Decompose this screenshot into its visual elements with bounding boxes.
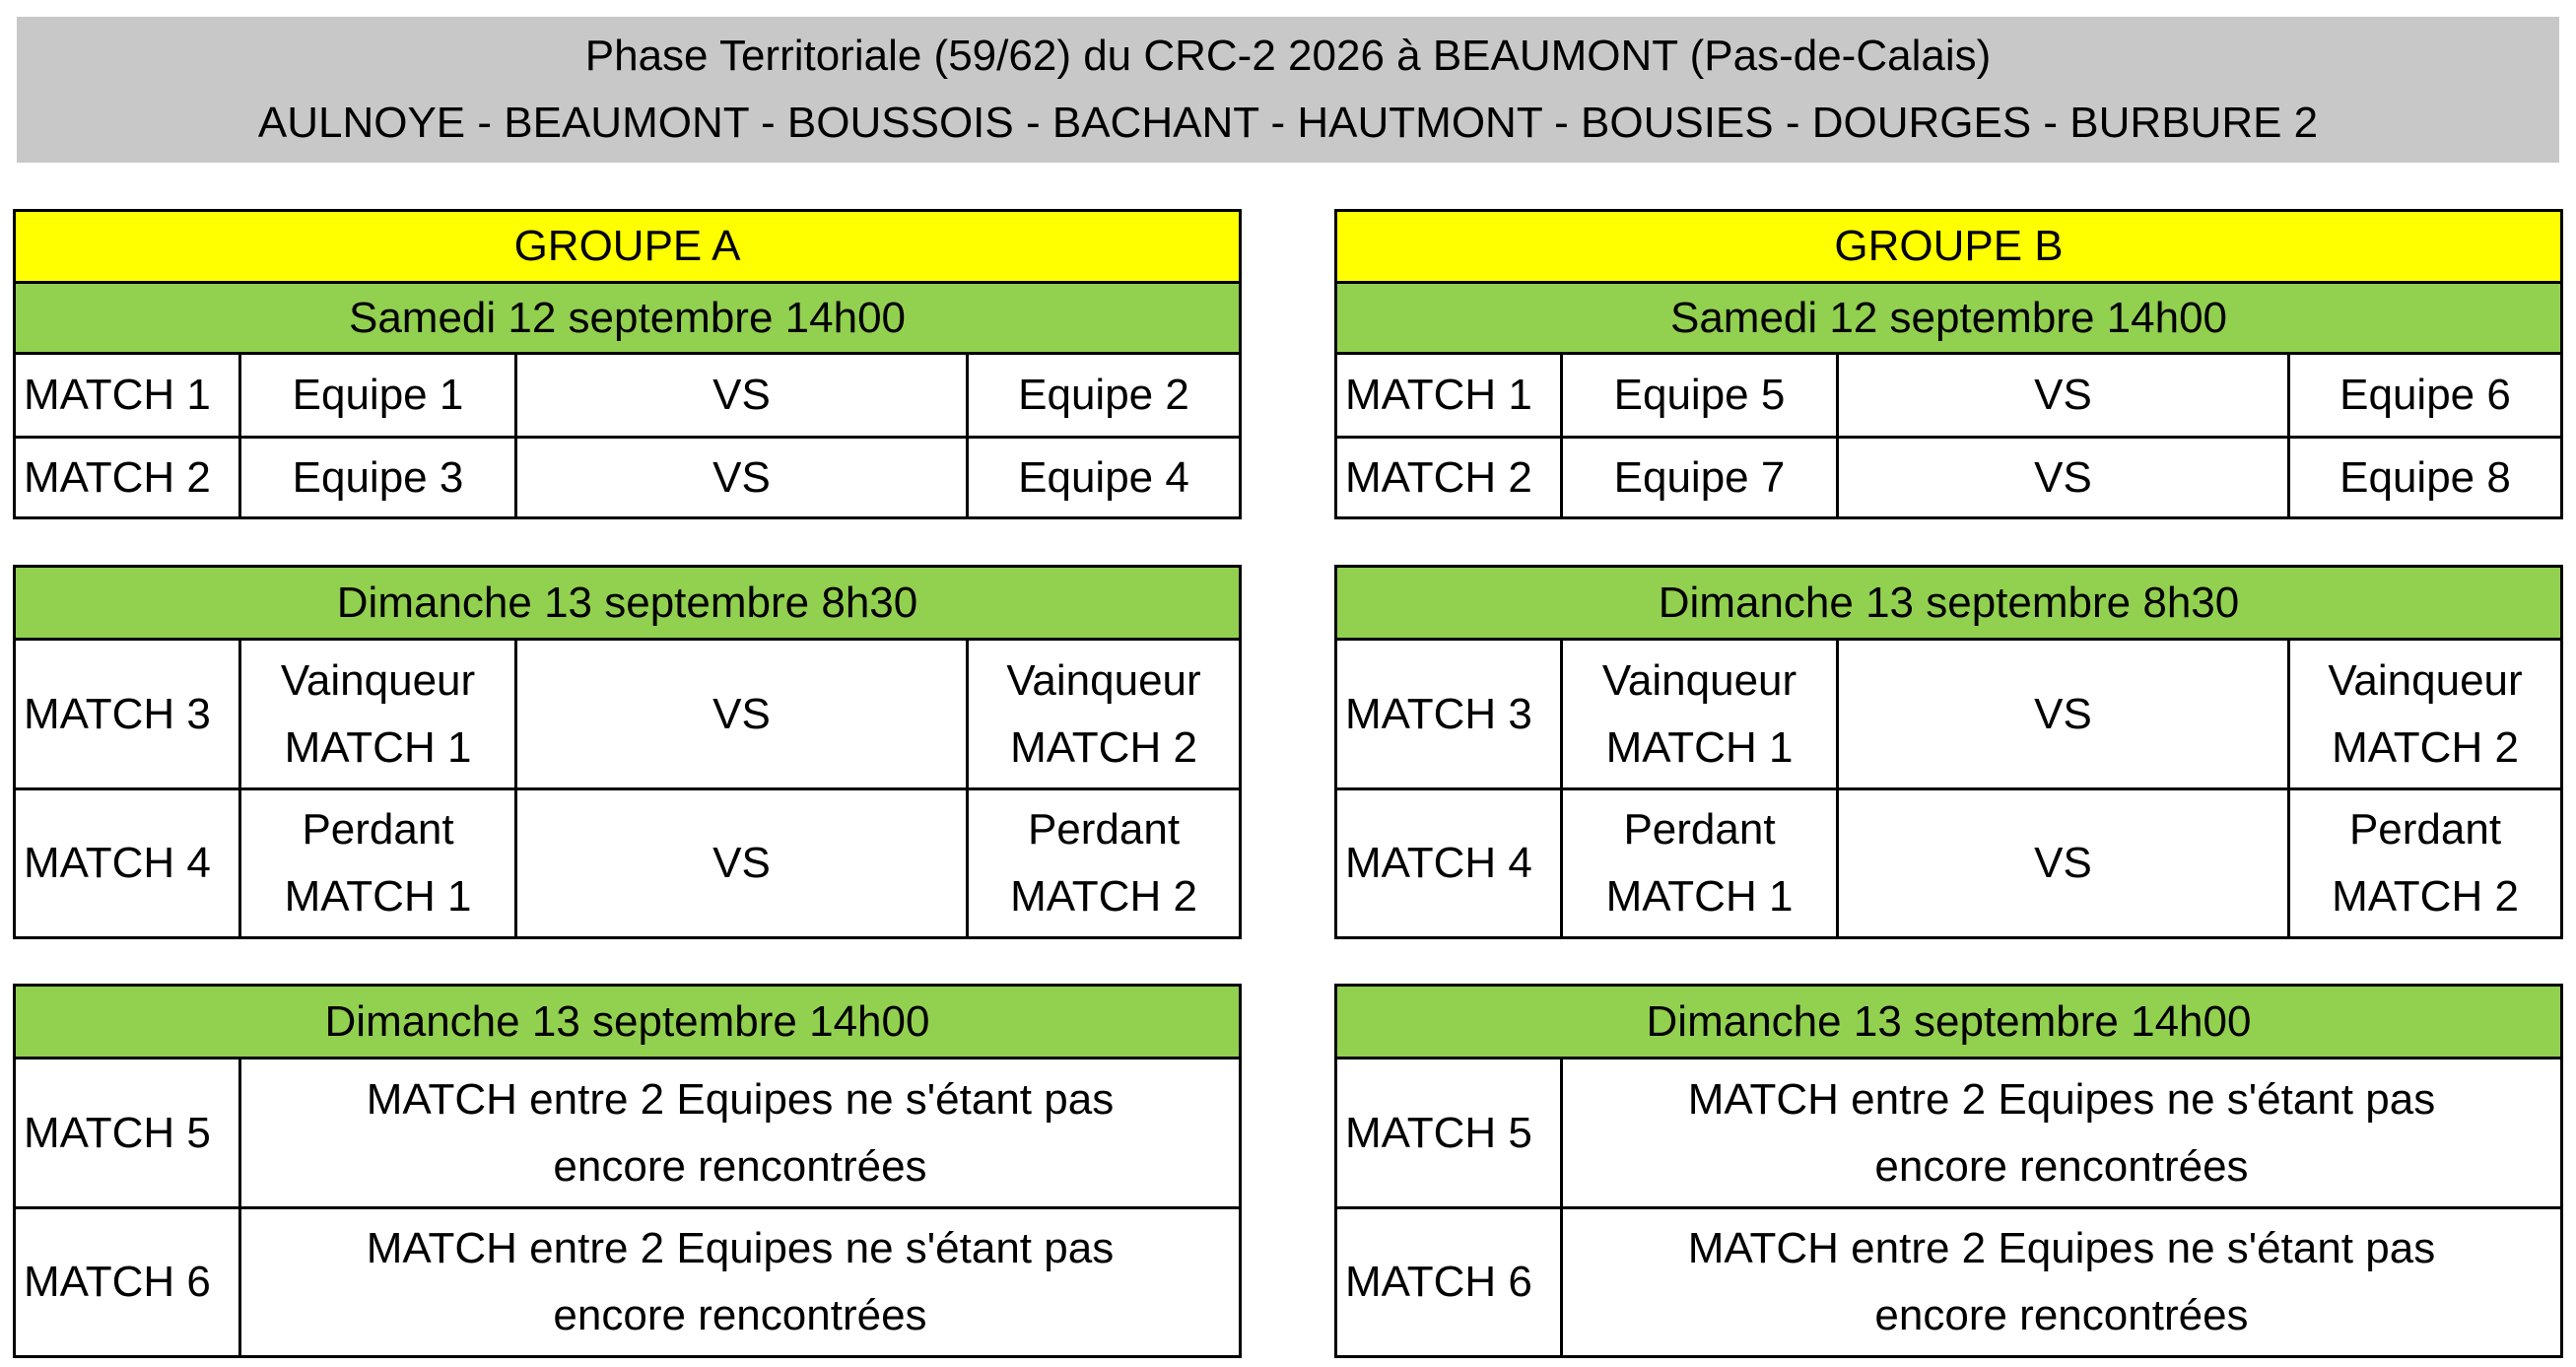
- table-row: [16, 1206, 1239, 1355]
- table-row: [16, 787, 1239, 936]
- team-away: Vainqueur MATCH 2: [966, 641, 1239, 787]
- match-label: MATCH 6: [1345, 1258, 1532, 1306]
- match-label: MATCH 2: [1345, 452, 1532, 502]
- group-b-saturday-table: [1334, 209, 2563, 519]
- team-home: Perdant MATCH 1: [238, 790, 514, 936]
- match-label: MATCH 4: [1345, 839, 1532, 887]
- table-row: [16, 436, 1239, 516]
- table-row: [16, 1057, 1239, 1206]
- table-row: [1337, 436, 2560, 516]
- match-label: MATCH 5: [1345, 1108, 1532, 1157]
- group-a-sunday-afternoon-label: Dimanche 13 septembre 14h00: [16, 987, 1239, 1057]
- group-a-sunday-morning-table: [13, 565, 1242, 939]
- table-row: [1337, 1206, 2560, 1355]
- group-b-sunday-afternoon-label: Dimanche 13 septembre 14h00: [1337, 987, 2560, 1057]
- table-row: [1337, 352, 2560, 436]
- group-a-sunday-morning-label: Dimanche 13 septembre 8h30: [16, 568, 1239, 638]
- match-label: MATCH 3: [24, 689, 211, 738]
- match-label: MATCH 6: [24, 1258, 211, 1306]
- team-home: Vainqueur MATCH 1: [1560, 641, 1836, 787]
- match-label: MATCH 4: [24, 839, 211, 887]
- table-row: [1337, 1057, 2560, 1206]
- document-header: [17, 17, 2559, 163]
- team-away: Vainqueur MATCH 2: [2287, 641, 2560, 787]
- group-a-sunday-afternoon-table: [13, 984, 1242, 1358]
- table-row: [16, 638, 1239, 787]
- team-home: Vainqueur MATCH 1: [238, 641, 514, 787]
- group-a-title: GROUPE A: [16, 212, 1239, 281]
- vs-label: VS: [514, 790, 966, 936]
- match-label: MATCH 3: [1345, 689, 1532, 738]
- vs-label: VS: [514, 641, 966, 787]
- group-b-title: GROUPE B: [1337, 212, 2560, 281]
- document-title: Phase Territoriale (59/62) du CRC-2 2026 à BEAUMONT (Pas-de-Calais): [584, 32, 1992, 80]
- match-label: MATCH 2: [24, 452, 211, 502]
- match-label: MATCH 5: [24, 1108, 211, 1157]
- team-home: Equipe 3: [238, 439, 514, 516]
- vs-label: VS: [1836, 641, 2287, 787]
- table-row: [1337, 787, 2560, 936]
- group-b-saturday-label: Samedi 12 septembre 14h00: [1337, 281, 2560, 352]
- match-description: MATCH entre 2 Equipes ne s'étant pas encore rencontrées: [238, 1209, 1239, 1355]
- match-label: MATCH 1: [24, 371, 211, 419]
- table-row: [1337, 638, 2560, 787]
- group-b-sunday-morning-label: Dimanche 13 septembre 8h30: [1337, 568, 2560, 638]
- team-home: Equipe 1: [238, 355, 514, 436]
- match-label: MATCH 1: [1345, 371, 1532, 419]
- team-home: Equipe 7: [1560, 439, 1836, 516]
- team-away: Equipe 8: [2287, 439, 2560, 516]
- team-away: Equipe 2: [966, 355, 1239, 436]
- vs-label: VS: [514, 355, 966, 436]
- team-away: Equipe 6: [2287, 355, 2560, 436]
- vs-label: VS: [1836, 355, 2287, 436]
- group-a-saturday-label: Samedi 12 septembre 14h00: [16, 281, 1239, 352]
- vs-label: VS: [1836, 790, 2287, 936]
- table-row: [16, 352, 1239, 436]
- vs-label: VS: [1836, 439, 2287, 516]
- team-away: Equipe 4: [966, 439, 1239, 516]
- team-home: Equipe 5: [1560, 355, 1836, 436]
- team-away: Perdant MATCH 2: [2287, 790, 2560, 936]
- group-b-sunday-morning-table: [1334, 565, 2563, 939]
- group-b-sunday-afternoon-table: [1334, 984, 2563, 1358]
- group-a-saturday-table: [13, 209, 1242, 519]
- team-list: AULNOYE - BEAUMONT - BOUSSOIS - BACHANT - HAUTMONT - BOUSIES - DOURGES - BURBURE 2: [257, 99, 2319, 147]
- match-description: MATCH entre 2 Equipes ne s'étant pas encore rencontrées: [1560, 1209, 2560, 1355]
- team-home: Perdant MATCH 1: [1560, 790, 1836, 936]
- match-description: MATCH entre 2 Equipes ne s'étant pas encore rencontrées: [238, 1059, 1239, 1206]
- team-away: Perdant MATCH 2: [966, 790, 1239, 936]
- vs-label: VS: [514, 439, 966, 516]
- match-description: MATCH entre 2 Equipes ne s'étant pas encore rencontrées: [1560, 1059, 2560, 1206]
